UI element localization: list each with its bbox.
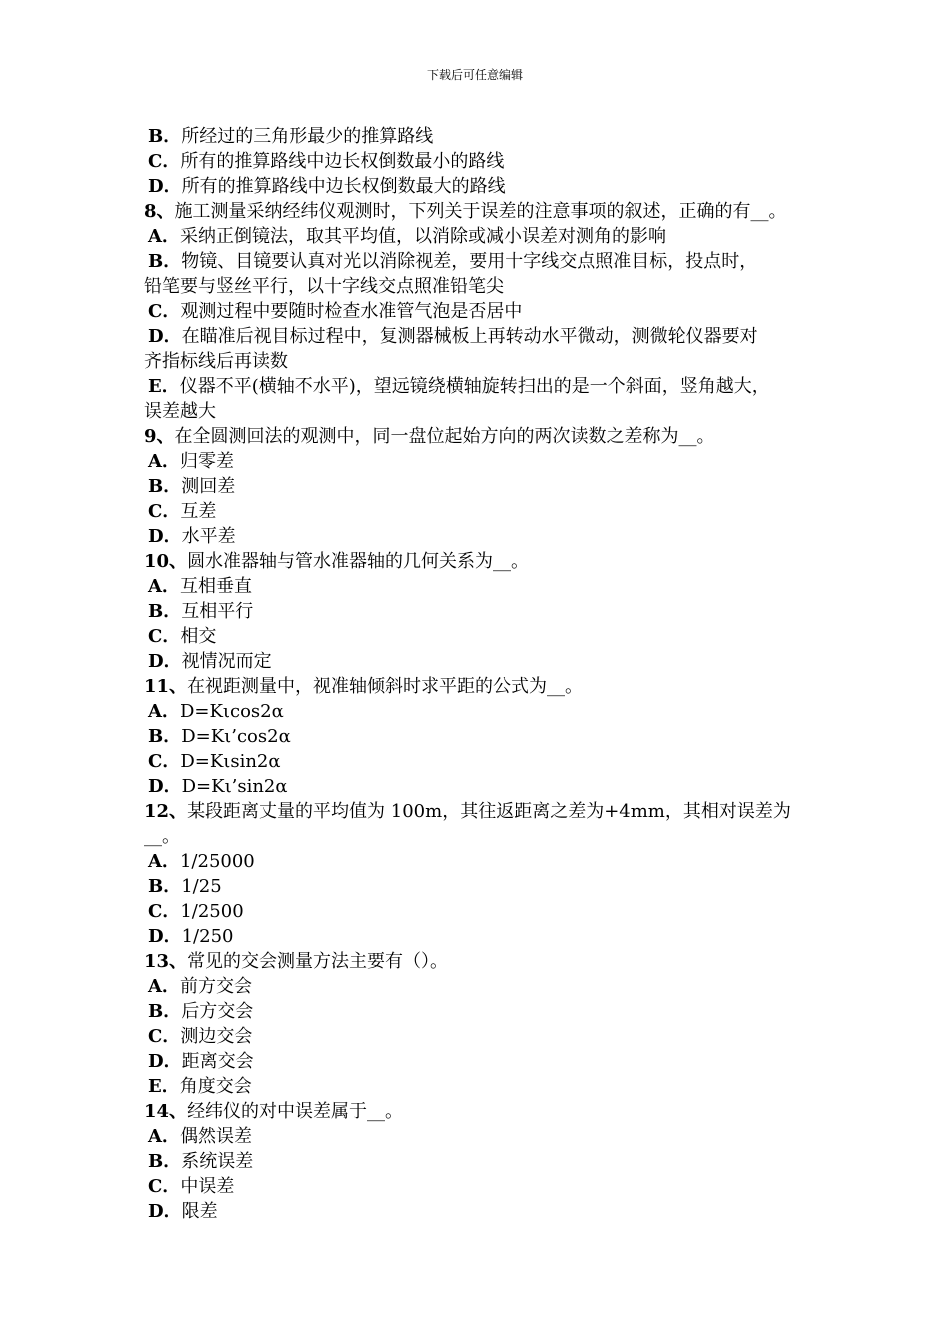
question-line	[144, 424, 812, 449]
option-text: 1/25000	[179, 851, 255, 872]
option-line	[144, 724, 812, 749]
question-text: 在视距测量中，视准轴倾斜时求平距的公式为__。	[187, 676, 584, 697]
option-label: B．	[148, 726, 182, 747]
question-number: 10、	[144, 551, 188, 572]
option-line	[144, 574, 812, 599]
document-body	[144, 124, 812, 1224]
option-label: D．	[148, 1051, 182, 1072]
option-line	[144, 524, 812, 549]
option-text: 限差	[181, 1201, 218, 1222]
option-line	[144, 974, 812, 999]
question-text: 常见的交会测量方法主要有（）。	[187, 951, 449, 972]
option-label: B．	[148, 876, 182, 897]
option-text: D=Kιsin2α	[180, 751, 281, 772]
option-label: C．	[148, 151, 181, 172]
option-label: C．	[148, 901, 181, 922]
option-text: 视情况而定	[181, 651, 272, 672]
option-text: D=Kι’cos2α	[181, 726, 291, 747]
option-text: 前方交会	[179, 976, 252, 997]
option-text: 1/250	[181, 926, 234, 947]
option-label: A．	[148, 576, 180, 597]
option-line	[144, 699, 812, 724]
option-line	[144, 174, 812, 199]
option-label: A．	[148, 851, 180, 872]
question-text: 在全圆测回法的观测中，同一盘位起始方向的两次读数之差称为__。	[174, 426, 715, 447]
option-label: D．	[148, 776, 182, 797]
option-line	[144, 1024, 812, 1049]
question-line	[144, 949, 812, 974]
option-line	[144, 224, 812, 249]
option-line	[144, 624, 812, 649]
option-line	[144, 774, 812, 799]
option-label: E．	[148, 376, 180, 397]
option-line	[144, 449, 812, 474]
option-text: D=Kι’sin2α	[181, 776, 288, 797]
question-line	[144, 1099, 812, 1124]
option-line	[144, 324, 812, 349]
option-text: __。	[144, 826, 180, 847]
option-line	[144, 749, 812, 774]
option-text: 采纳正倒镜法，取其平均值，以消除或减小误差对测角的影响	[179, 226, 666, 247]
question-line	[144, 549, 812, 574]
option-label: E．	[148, 1076, 180, 1097]
continuation-line	[144, 274, 812, 299]
option-line	[144, 249, 812, 274]
continuation-line	[144, 824, 812, 849]
option-line	[144, 299, 812, 324]
question-line	[144, 199, 812, 224]
continuation-line	[144, 399, 812, 424]
question-number: 8、	[144, 201, 175, 222]
option-text: D=Kιcos2α	[179, 701, 284, 722]
option-text: 水平差	[181, 526, 236, 547]
question-number: 9、	[144, 426, 175, 447]
option-text: 偶然误差	[179, 1126, 252, 1147]
option-line	[144, 1174, 812, 1199]
option-label: B．	[148, 1151, 182, 1172]
option-text: 所有的推算路线中边长权倒数最小的路线	[180, 151, 505, 172]
option-label: A．	[148, 1126, 180, 1147]
option-label: C．	[148, 1176, 181, 1197]
question-number: 12、	[144, 801, 188, 822]
option-label: D．	[148, 1201, 182, 1222]
option-text: 所经过的三角形最少的推算路线	[181, 126, 434, 147]
option-line	[144, 1049, 812, 1074]
option-text: 互差	[180, 501, 217, 522]
option-label: C．	[148, 626, 181, 647]
option-line	[144, 899, 812, 924]
question-number: 11、	[144, 676, 188, 697]
question-line	[144, 799, 812, 824]
option-label: B．	[148, 601, 182, 622]
question-text: 经纬仪的对中误差属于__。	[187, 1101, 404, 1122]
option-text: 物镜、目镜要认真对光以消除视差，要用十字线交点照准目标，投点时，	[181, 251, 758, 272]
option-text: 误差越大	[144, 401, 216, 422]
option-label: B．	[148, 476, 182, 497]
page-header: 下载后可任意编辑	[426, 68, 523, 82]
option-line	[144, 474, 812, 499]
option-line	[144, 599, 812, 624]
option-line	[144, 874, 812, 899]
option-text: 归零差	[179, 451, 234, 472]
question-line	[144, 674, 812, 699]
option-text: 1/25	[181, 876, 222, 897]
option-text: 仪器不平(横轴不水平)，望远镜绕横轴旋转扫出的是一个斜面，竖角越大，	[179, 376, 770, 397]
option-text: 在瞄准后视目标过程中，复测器械板上再转动水平微动，测微轮仪器要对	[181, 326, 758, 347]
option-label: D．	[148, 926, 182, 947]
option-text: 互相垂直	[179, 576, 252, 597]
option-line	[144, 124, 812, 149]
option-text: 铅笔要与竖丝平行，以十字线交点照准铅笔尖	[144, 276, 504, 297]
option-text: 测边交会	[180, 1026, 253, 1047]
continuation-line	[144, 349, 812, 374]
option-line	[144, 149, 812, 174]
option-label: B．	[148, 1001, 182, 1022]
option-text: 互相平行	[181, 601, 254, 622]
option-label: C．	[148, 501, 181, 522]
option-label: C．	[148, 301, 181, 322]
option-line	[144, 1124, 812, 1149]
option-label: A．	[148, 976, 180, 997]
option-line	[144, 374, 812, 399]
option-text: 所有的推算路线中边长权倒数最大的路线	[181, 176, 506, 197]
option-line	[144, 924, 812, 949]
option-label: C．	[148, 751, 181, 772]
option-label: A．	[148, 701, 180, 722]
option-label: B．	[148, 126, 182, 147]
option-text: 齐指标线后再读数	[144, 351, 288, 372]
option-label: D．	[148, 326, 182, 347]
option-text: 角度交会	[179, 1076, 252, 1097]
option-text: 1/2500	[180, 901, 244, 922]
option-label: C．	[148, 1026, 181, 1047]
option-line	[144, 499, 812, 524]
option-text: 相交	[180, 626, 217, 647]
question-number: 14、	[144, 1101, 188, 1122]
option-text: 距离交会	[181, 1051, 254, 1072]
option-line	[144, 649, 812, 674]
question-number: 13、	[144, 951, 188, 972]
option-label: D．	[148, 526, 182, 547]
option-line	[144, 1074, 812, 1099]
option-label: D．	[148, 651, 182, 672]
question-text: 施工测量采纳经纬仪观测时，下列关于误差的注意事项的叙述，正确的有__。	[174, 201, 787, 222]
option-label: A．	[148, 451, 180, 472]
question-text: 圆水准器轴与管水准器轴的几何关系为__。	[187, 551, 530, 572]
option-label: B．	[148, 251, 182, 272]
option-label: D．	[148, 176, 182, 197]
option-line	[144, 999, 812, 1024]
option-line	[144, 1149, 812, 1174]
option-text: 观测过程中要随时检查水准管气泡是否居中	[180, 301, 523, 322]
option-text: 系统误差	[181, 1151, 254, 1172]
option-line	[144, 1199, 812, 1224]
option-text: 后方交会	[181, 1001, 254, 1022]
question-text: 某段距离丈量的平均值为 100m，其往返距离之差为+4mm，其相对误差为	[187, 801, 791, 822]
option-text: 中误差	[180, 1176, 235, 1197]
option-text: 测回差	[181, 476, 236, 497]
option-line	[144, 849, 812, 874]
option-label: A．	[148, 226, 180, 247]
